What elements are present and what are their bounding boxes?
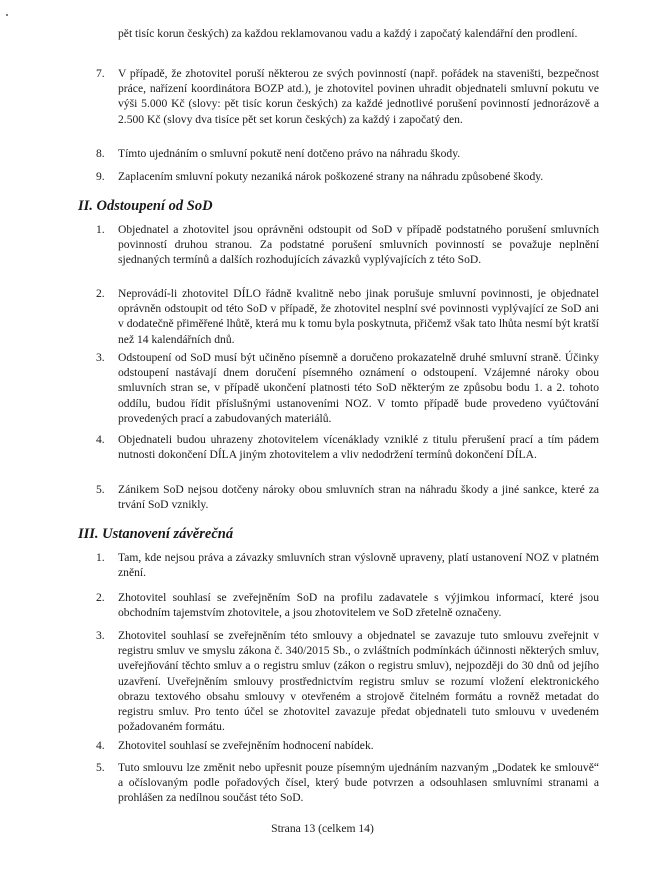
item-text: Tímto ujednáním o smluvní pokutě není dotčeno právo na náhradu škody. [118,147,461,160]
withdrawal-item-3 [96,350,599,426]
list-item-9 [96,169,599,184]
item-number: 3. [96,351,105,364]
item-number: 1. [96,223,105,236]
final-item-5 [96,760,599,806]
final-item-2 [96,590,599,620]
section-heading-final-provisions: III. Ustanovení závěrečná [78,526,234,542]
item-text: Objednateli budou uhrazeny zhotovitelem vícenáklady vzniklé z titulu přerušení prací a tím pádem nutnosti dokončení DÍLA jiným zhotovitelem a vliv nedodržení termínů dokončení DÍLA. [118,433,599,462]
item-number: 1. [96,551,105,564]
list-item-8 [96,146,599,161]
withdrawal-item-2 [96,286,599,347]
section-heading-withdrawal: II. Odstoupení od SoD [78,198,213,214]
item-text: Zaplacením smluvní pokuty nezaniká nárok poškozené strany na náhradu způsobené škody. [118,170,544,183]
withdrawal-item-1 [96,222,599,268]
item-text: Zhotovitel souhlasí se zveřejněním hodnocení nabídek. [118,739,374,752]
item-text: V případě, že zhotovitel poruší některou ze svých povinností (např. pořádek na staveništi, bezpečnost práce, nařízení koordinátora BOZP atd.), je zhotovitel povinen uhradit objednateli smluvní pokutu ve výši 5.000 Kč (slovy: pět tisíc korun českých) za každé jednotlivé porušení povinností jednorázově a 2.500 Kč (slovy dva tisíce pět set korun českých) za každý i započatý den. [118,67,599,126]
item-text: Tam, kde nejsou práva a závazky smluvních stran výslovně upraveny, platí ustanovení NOZ v platném znění. [118,551,599,580]
item-number: 3. [96,629,105,642]
item-text: Objednatel a zhotovitel jsou oprávněni odstoupit od SoD v případě podstatného porušení smluvních povinností druhou stranou. Za podstatné porušení smluvních povinností se považuje neplnění sjednaných termínů a dalších rozhodujících závazků vyplývajících z této SoD. [118,223,599,267]
item-number: 5. [96,761,105,774]
item-text: Zánikem SoD nejsou dotčeny nároky obou smluvních stran na náhradu škody a jiné sankce, které za trvání SoD vznikly. [118,483,599,512]
item-text: Tuto smlouvu lze změnit nebo upřesnit pouze písemným ujednáním nazvaným „Dodatek ke smlouvě“ a očíslovaným podle pořadových čísel, který bude potvrzen a odsouhlasen smluvními stranami a prohlášen za nedílnou součást této SoD. [118,761,599,805]
list-item-7 [96,66,599,127]
item-number: 9. [96,170,105,183]
item-number: 2. [96,287,105,300]
item-text: Zhotovitel souhlasí se zveřejněním SoD na profilu zadavatele s výjimkou informací, které jsou obchodním tajemstvím zhotovitele, a jsou zhotovitelem ve SoD zřetelně označeny. [118,591,599,620]
item-number: 7. [96,67,105,80]
item-text: Zhotovitel souhlasí se zveřejněním této smlouvy a objednatel se zavazuje tuto smlouvu zveřejnit v registru smluv ve smyslu zákona č. 340/2015 Sb., o zvláštních podmínkách účinnosti některých smluv, uveřejňování těchto smluv a o registru smluv (zákon o registru smluv), nejpozději do 30 dnů od jejího uzavření. Uveřejněním smlouvy prostřednictvím registru smluv se rozumí vložení elektronického obrazu textového obsahu smlouvy v otevřeném a strojově čitelném formátu a rovněž metadat do registru smluv. Pro tento účel se zhotovitel zavazuje předat objednateli tuto smlouvu v uvedeném požadovaném formátu. [118,629,599,734]
item-number: 8. [96,147,105,160]
withdrawal-item-5 [96,482,599,512]
final-item-1 [96,550,599,580]
final-item-4 [96,738,599,753]
continuation-paragraph: pět tisíc korun českých) za každou reklamovanou vadu a každý i započatý kalendářní den prodlení. [118,27,578,40]
item-text: Odstoupení od SoD musí být učiněno písemně a doručeno prokazatelně druhé smluvní straně. Účinky odstoupení nastávají dnem doručení písemného oznámení o odstoupení. Vzájemné nároky obou smluvních stran se, v případě ukončení platnosti této SoD některým ze způsobu bodu 1. a 2. tohoto oddílu, budou řídit příslušnými ustanoveními NOZ. V tomto případě bude provedeno vyúčtování provedených prací a zabudovaných materiálů. [118,351,599,425]
item-number: 4. [96,433,105,446]
item-number: 5. [96,483,105,496]
item-text: Neprovádí-li zhotovitel DÍLO řádně kvalitně nebo jinak porušuje smluvní povinnosti, je objednatel oprávněn odstoupit od této SoD v případě, že zhotovitel nesplní své povinnosti vyplývající ze SoD ani v dodatečně přiměřené lhůtě, která mu k tomu byla poskytnuta, přičemž však tato lhůta nesmí být kratší než 14 kalendářních dnů. [118,287,600,346]
withdrawal-item-4 [96,432,599,462]
final-item-3 [96,628,599,734]
page-number-footer: Strana 13 (celkem 14) [271,822,374,835]
scan-speck [6,14,8,16]
item-number: 4. [96,739,105,752]
item-number: 2. [96,591,105,604]
